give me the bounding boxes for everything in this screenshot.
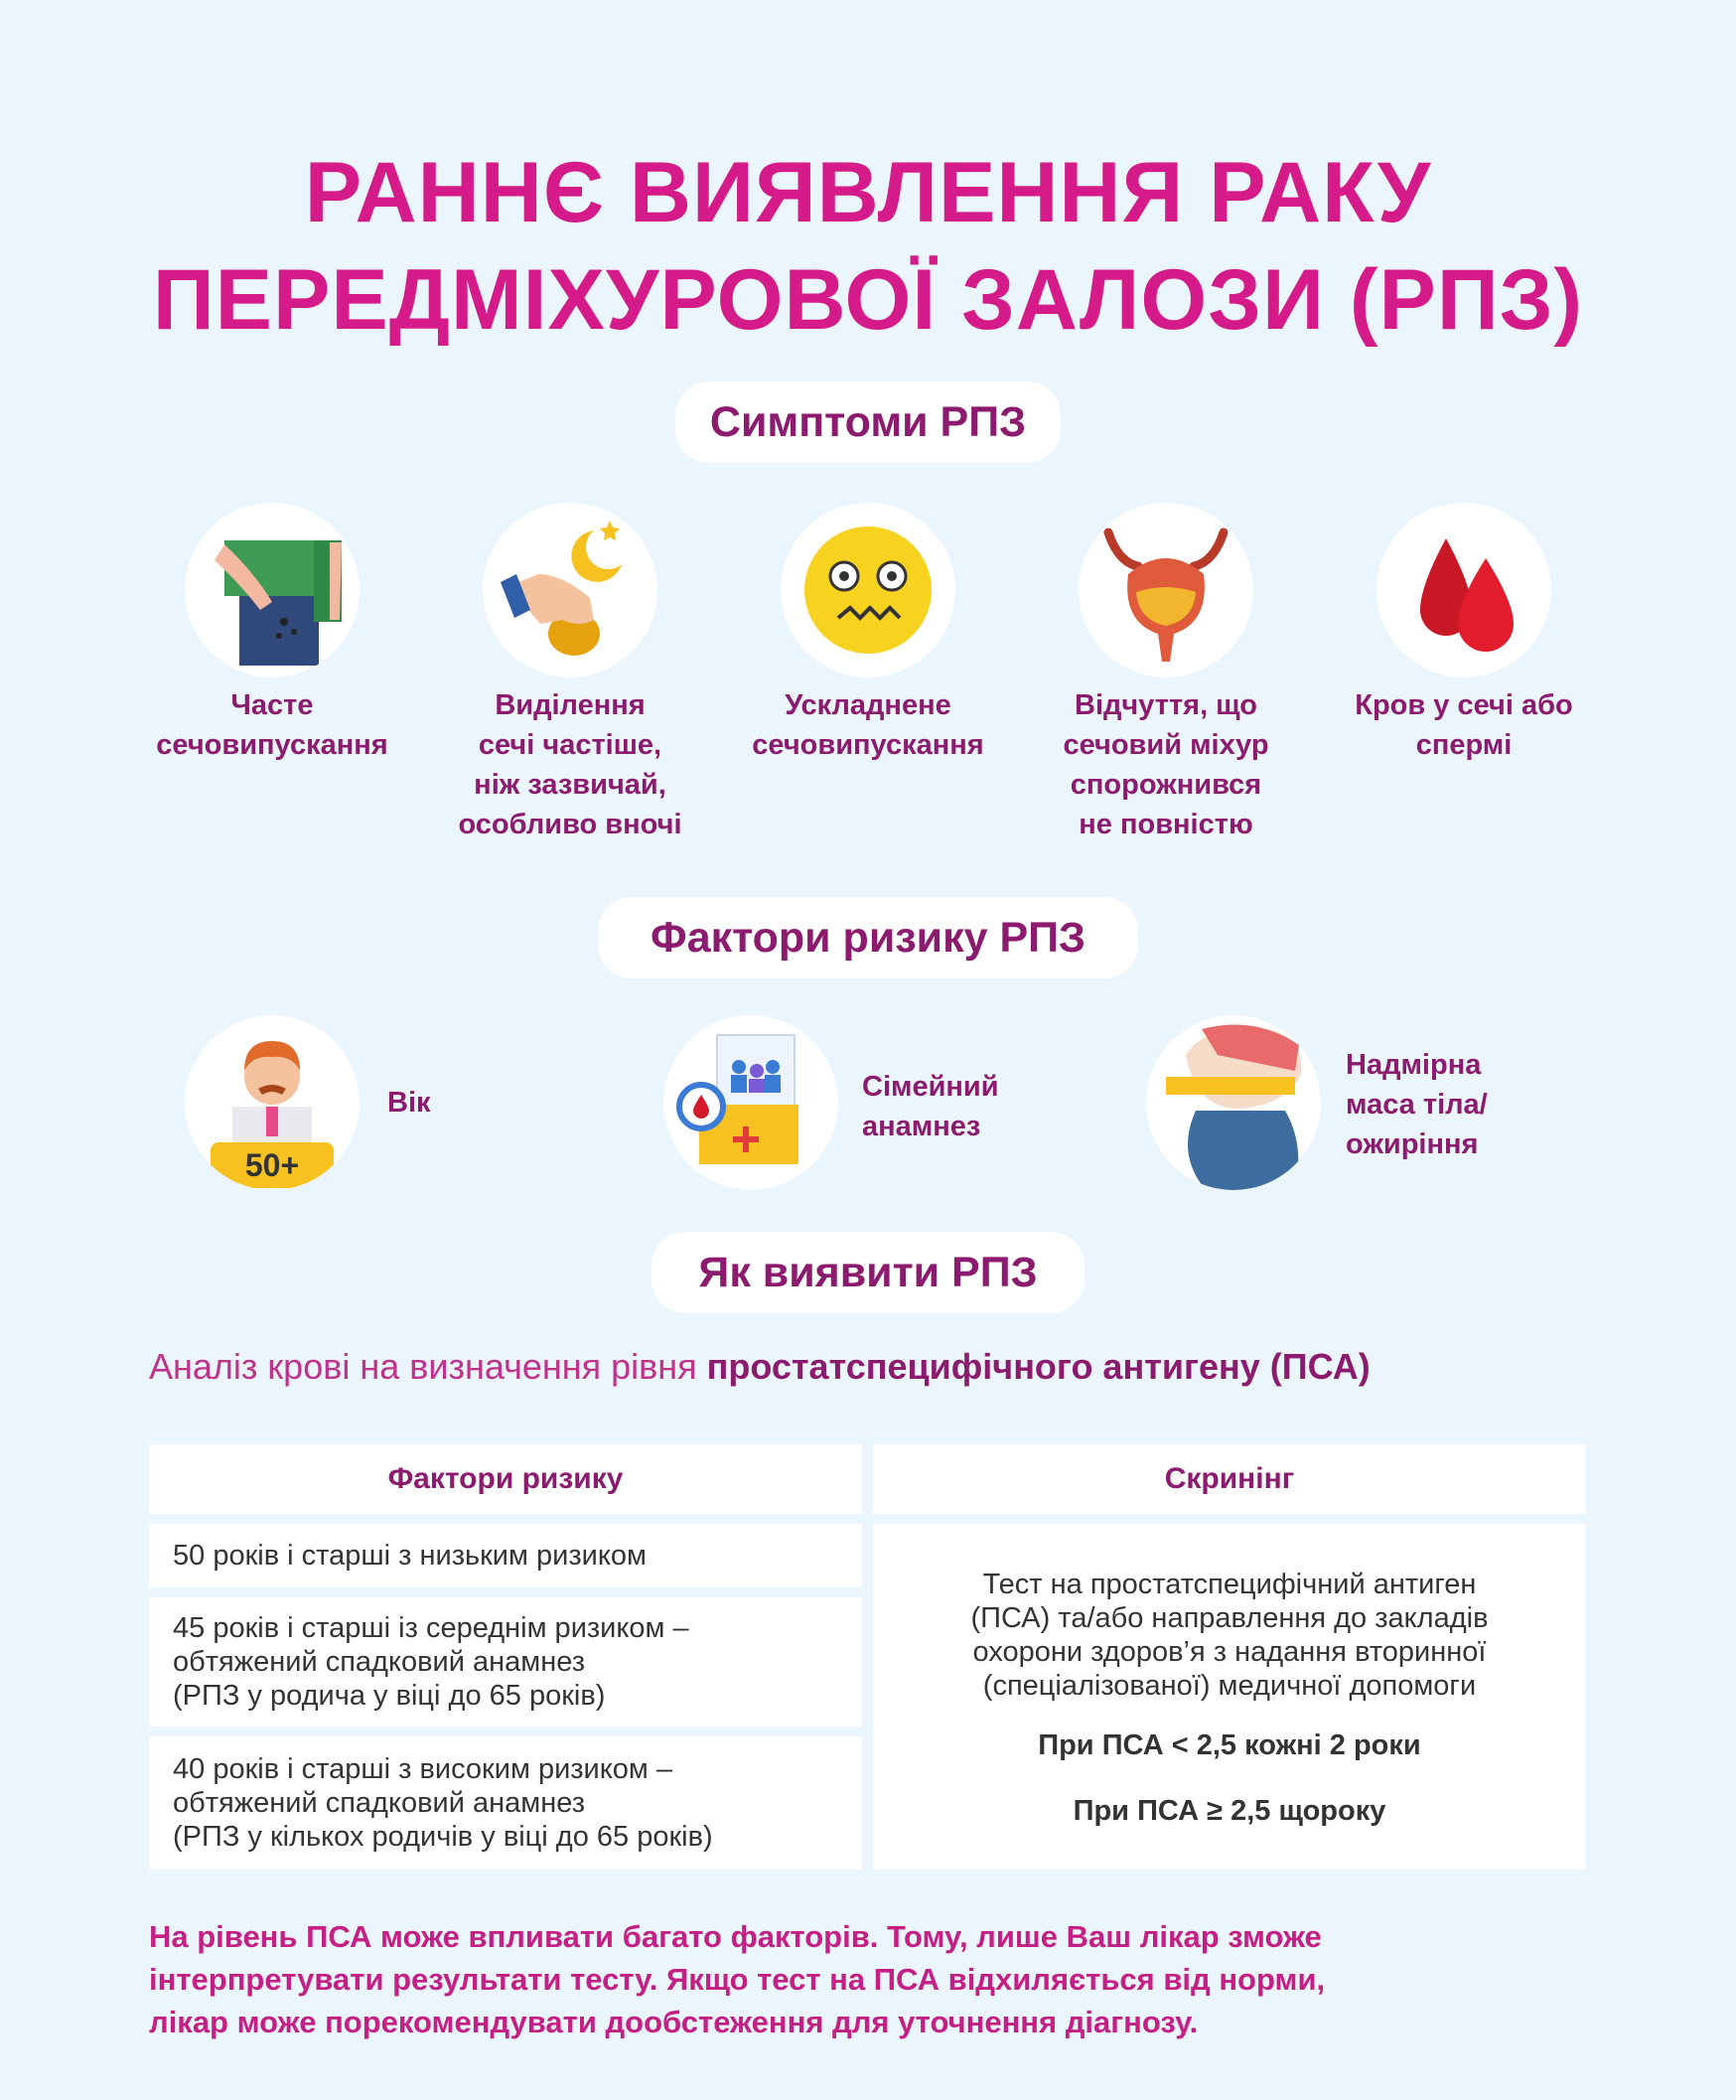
psa-line-normal: Аналіз крові на визначення рівня <box>149 1346 707 1387</box>
bladder-icon <box>1079 503 1253 677</box>
symptom-label-4 <box>1022 685 1310 844</box>
symptom-5-line-2: спермі <box>1415 729 1513 761</box>
psa-test-description <box>149 1343 1599 1391</box>
risk-family-line-1: Сімейний <box>862 1071 999 1103</box>
detection-heading: Як виявити РПЗ <box>651 1232 1085 1313</box>
table-header-screening: Скринінг <box>873 1444 1586 1514</box>
risk-weight-line-1: Надмірна <box>1346 1049 1482 1081</box>
row-1-line-1: 50 років і старші з низьким ризиком <box>173 1540 647 1572</box>
symptom-2-line-4: особливо вночі <box>458 809 682 840</box>
night-urination-icon <box>483 503 657 677</box>
risk-age-line-1: Вік <box>387 1087 431 1119</box>
row-3-line-2: обтяжений спадковий анамнез <box>173 1787 585 1819</box>
risk-factors-heading: Фактори ризику РПЗ <box>598 897 1138 978</box>
row-2-line-3: (РПЗ у родича у віці до 65 років) <box>173 1680 606 1712</box>
symptom-2-line-2: сечі частіше, <box>478 729 662 761</box>
symptom-label-2 <box>426 685 714 844</box>
screening-line-4: (спеціалізованої) медичної допомоги <box>982 1670 1477 1702</box>
screening-line-1: Тест на простатспецифічний антиген <box>982 1569 1477 1600</box>
symptoms-heading: Симптоми РПЗ <box>675 381 1061 463</box>
risk-family-line-2: анамнез <box>862 1111 981 1142</box>
row-3-line-1: 40 років і старші з високим ризиком – <box>173 1753 673 1785</box>
page-title <box>0 139 1736 354</box>
symptom-2-line-1: Виділення <box>495 689 646 721</box>
symptom-4-line-2: сечовий міхур <box>1063 729 1269 761</box>
screening-rule-2: При ПСА ≥ 2,5 щороку <box>1073 1795 1386 1827</box>
table-row <box>149 1524 862 1587</box>
table-header-risk-factors: Фактори ризику <box>149 1444 862 1514</box>
man-50-plus-icon <box>185 1015 360 1190</box>
grimace-face-icon <box>781 503 955 677</box>
screening-cell <box>873 1524 1586 1870</box>
row-2-line-1: 45 років і старші із середнім ризиком – <box>173 1612 689 1644</box>
screening-line-2: (ПСА) та/або направлення до закладів <box>970 1602 1489 1634</box>
title-line-2: ПЕРЕДМІХУРОВОЇ ЗАЛОЗИ (РПЗ) <box>152 252 1584 348</box>
symptom-4-line-1: Відчуття, що <box>1075 689 1257 721</box>
risk-weight-line-2: маса тіла/ <box>1346 1089 1488 1121</box>
table-row <box>149 1597 862 1726</box>
symptom-3-line-2: сечовипускання <box>752 729 984 761</box>
row-2-line-2: обтяжений спадковий анамнез <box>173 1646 585 1678</box>
back-pain-icon <box>185 503 360 677</box>
risk-family-label <box>862 1067 999 1146</box>
symptom-label-5 <box>1320 685 1608 765</box>
symptom-label-3 <box>724 685 1012 765</box>
title-line-1: РАННЄ ВИЯВЛЕННЯ РАКУ <box>304 145 1432 240</box>
note-line-1: На рівень ПСА може впливати багато факторів. Тому, лише Ваш лікар зможе <box>149 1919 1322 1954</box>
age-badge: 50+ <box>244 1146 300 1183</box>
blood-drops-icon <box>1376 503 1551 677</box>
symptom-label-1 <box>128 685 416 765</box>
psa-line-bold: простатспецифічного антигену (ПСА) <box>706 1346 1371 1387</box>
risk-age-label <box>387 1083 431 1123</box>
note-line-2: інтерпретувати результати тесту. Якщо тест на ПСА відхиляється від норми, <box>149 1962 1326 1997</box>
symptom-3-line-1: Ускладнене <box>785 689 951 721</box>
overweight-icon <box>1146 1015 1321 1190</box>
row-3-line-3: (РПЗ у кількох родичів у віці до 65 років) <box>173 1821 713 1853</box>
symptom-2-line-3: ніж зазвичай, <box>474 769 666 801</box>
symptom-1-line-1: Часте <box>230 689 314 721</box>
footer-note <box>149 1915 1609 2043</box>
symptom-4-line-3: спорожнився <box>1070 769 1262 801</box>
family-history-icon <box>663 1015 838 1190</box>
risk-weight-line-3: ожиріння <box>1346 1128 1479 1160</box>
screening-line-3: охорони здоров’я з надання вторинної <box>972 1636 1487 1668</box>
symptom-5-line-1: Кров у сечі або <box>1355 689 1573 721</box>
table-row <box>149 1736 862 1870</box>
symptom-1-line-2: сечовипускання <box>156 729 388 761</box>
screening-rule-1: При ПСА < 2,5 кожні 2 роки <box>1038 1729 1421 1761</box>
note-line-3: лікар може порекомендувати дообстеження для уточнення діагнозу. <box>149 2005 1199 2039</box>
symptom-4-line-4: не повністю <box>1079 809 1253 840</box>
risk-weight-label <box>1346 1045 1488 1164</box>
